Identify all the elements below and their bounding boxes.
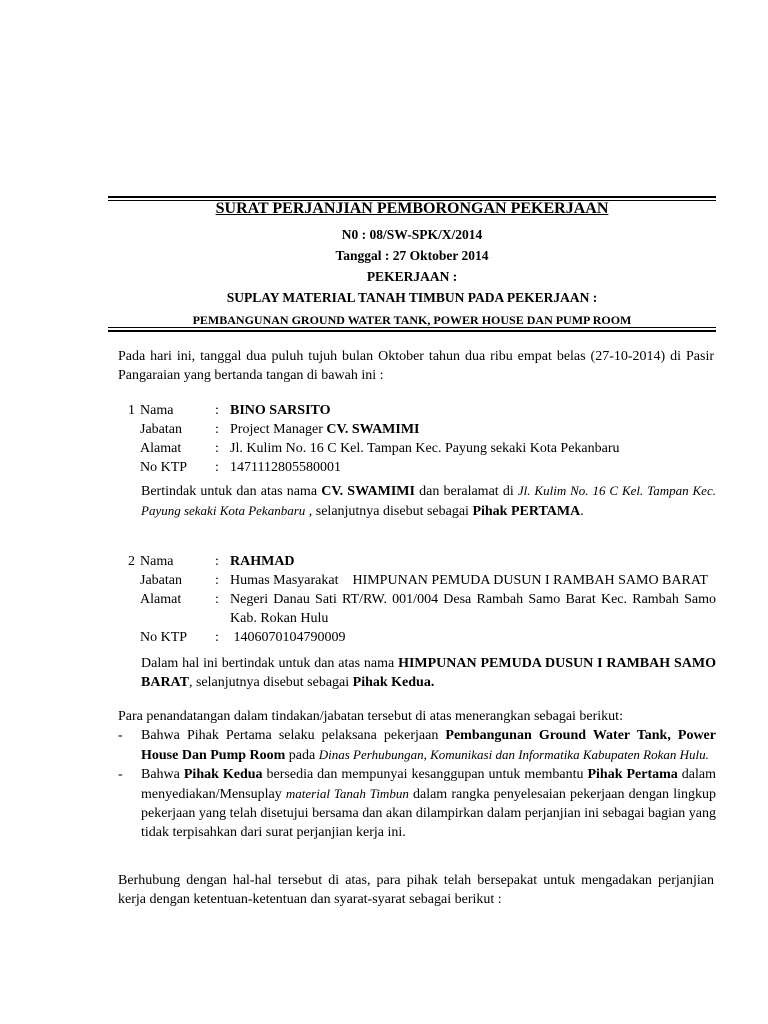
header-rule-bottom-thin <box>108 327 716 328</box>
party-1-address: Jl. Kulim No. 16 C Kel. Tampan Kec. Payung sekaki Kota Pekanbaru <box>230 441 620 456</box>
party-2-alamat-row <box>118 590 716 628</box>
statement-list <box>118 726 716 842</box>
party-1-position: Project Manager <box>230 422 327 437</box>
party-2-nama-row <box>118 552 716 571</box>
party-2-name: RAHMAD <box>230 554 295 569</box>
party-2-jabatan-row <box>118 571 716 590</box>
label-no-ktp: No KTP <box>140 630 188 645</box>
dash-marker: - <box>118 728 123 743</box>
party-1-details <box>118 401 716 477</box>
party-1-ktp-row <box>118 458 716 477</box>
berhubung-paragraph: Berhubung dengan hal-hal tersebut di atas, para pihak telah bersepakat untuk mengadakan perjanjian kerja dengan ketentuan-ketentuan dan syarat-syarat sebagai berikut : <box>118 873 714 907</box>
suplay-heading: SUPLAY MATERIAL TANAH TIMBUN PADA PEKERJAAN : <box>226 290 598 305</box>
colon: : <box>215 573 219 588</box>
colon: : <box>215 403 219 418</box>
party-2-statement: Dalam hal ini bertindak untuk dan atas nama HIMPUNAN PEMUDA DUSUN I RAMBAH SAMO BARAT, selanjutnya disebut sebagai Pihak Kedua. <box>141 656 716 690</box>
party-1-alamat-row <box>118 439 716 458</box>
party-1-statement: Bertindak untuk dan atas nama CV. SWAMIMI dan beralamat di Jl. Kulim No. 16 C Kel. Tampan Kec. Payung sekaki Kota Pekanbaru , selanjutnya disebut sebagai Pihak PERTAMA. <box>141 483 716 519</box>
label-jabatan: Jabatan <box>140 573 182 588</box>
penandatangan-paragraph: Para penandatangan dalam tindakan/jabatan tersebut di atas menerangkan sebagai berikut: <box>118 709 623 724</box>
party-1-nama-row <box>118 401 716 420</box>
party-1-name: BINO SARSITO <box>230 403 331 418</box>
party-2-ktp: 1406070104790009 <box>230 630 346 645</box>
label-alamat: Alamat <box>140 441 182 456</box>
label-nama: Nama <box>140 554 174 569</box>
list-item: - Bahwa Pihak Pertama selaku pelaksana pekerjaan Pembangunan Ground Water Tank, Power House Dan Pump Room pada Dinas Perhubungan, Komunikasi dan Informatika Kabupaten Rokan Hulu. <box>118 728 716 763</box>
colon: : <box>215 592 219 607</box>
party-1-company: CV. SWAMIMI <box>326 422 420 437</box>
document-title: SURAT PERJANJIAN PEMBORONGAN PEKERJAAN <box>215 200 609 217</box>
label-jabatan: Jabatan <box>140 422 182 437</box>
dash-marker: - <box>118 767 123 782</box>
label-nama: Nama <box>140 403 174 418</box>
header-rule-bottom-thick <box>108 330 716 332</box>
label-no-ktp: No KTP <box>140 460 188 475</box>
colon: : <box>215 554 219 569</box>
party-2-details <box>118 552 716 647</box>
party-2-address: Negeri Danau Sati RT/RW. 001/004 Desa Rambah Samo Barat Kec. Rambah Samo Kab. Rokan Hulu <box>230 592 716 626</box>
document-date: Tanggal : 27 Oktober 2014 <box>335 248 489 263</box>
party-1-ktp: 1471112805580001 <box>230 460 341 475</box>
party-number: 1 <box>128 403 135 418</box>
party-1-jabatan-row <box>118 420 716 439</box>
colon: : <box>215 441 219 456</box>
party-2-position: Humas Masyarakat HIMPUNAN PEMUDA DUSUN I RAMBAH SAMO BARAT <box>230 573 708 588</box>
colon: : <box>215 630 219 645</box>
pembangunan-heading: PEMBANGUNAN GROUND WATER TANK, POWER HOUSE DAN PUMP ROOM <box>192 313 632 327</box>
party-2-ktp-row <box>118 628 716 647</box>
pekerjaan-heading: PEKERJAAN : <box>366 269 458 284</box>
party-number: 2 <box>128 554 135 569</box>
header-rule-top-thick <box>108 196 716 198</box>
colon: : <box>215 460 219 475</box>
label-alamat: Alamat <box>140 592 182 607</box>
intro-paragraph: Pada hari ini, tanggal dua puluh tujuh bulan Oktober tahun dua ribu empat belas (27-10-2014) di Pasir Pangaraian yang bertanda tangan di bawah ini : <box>118 349 714 383</box>
colon: : <box>215 422 219 437</box>
document-number: N0 : 08/SW-SPK/X/2014 <box>341 227 483 242</box>
list-item: - Bahwa Pihak Kedua bersedia dan mempunyai kesanggupan untuk membantu Pihak Pertama dalam menyediakan/Mensuplay material Tanah Timbun dalam rangka penyelesaian pekerjaan dengan lingkup pekerjaan yang telah disetujui bersama dan akan dilampirkan dalam perjanjian ini sebagai bagian yang tidak terpisahkan dari surat perjanjian kerja ini. <box>118 767 716 840</box>
